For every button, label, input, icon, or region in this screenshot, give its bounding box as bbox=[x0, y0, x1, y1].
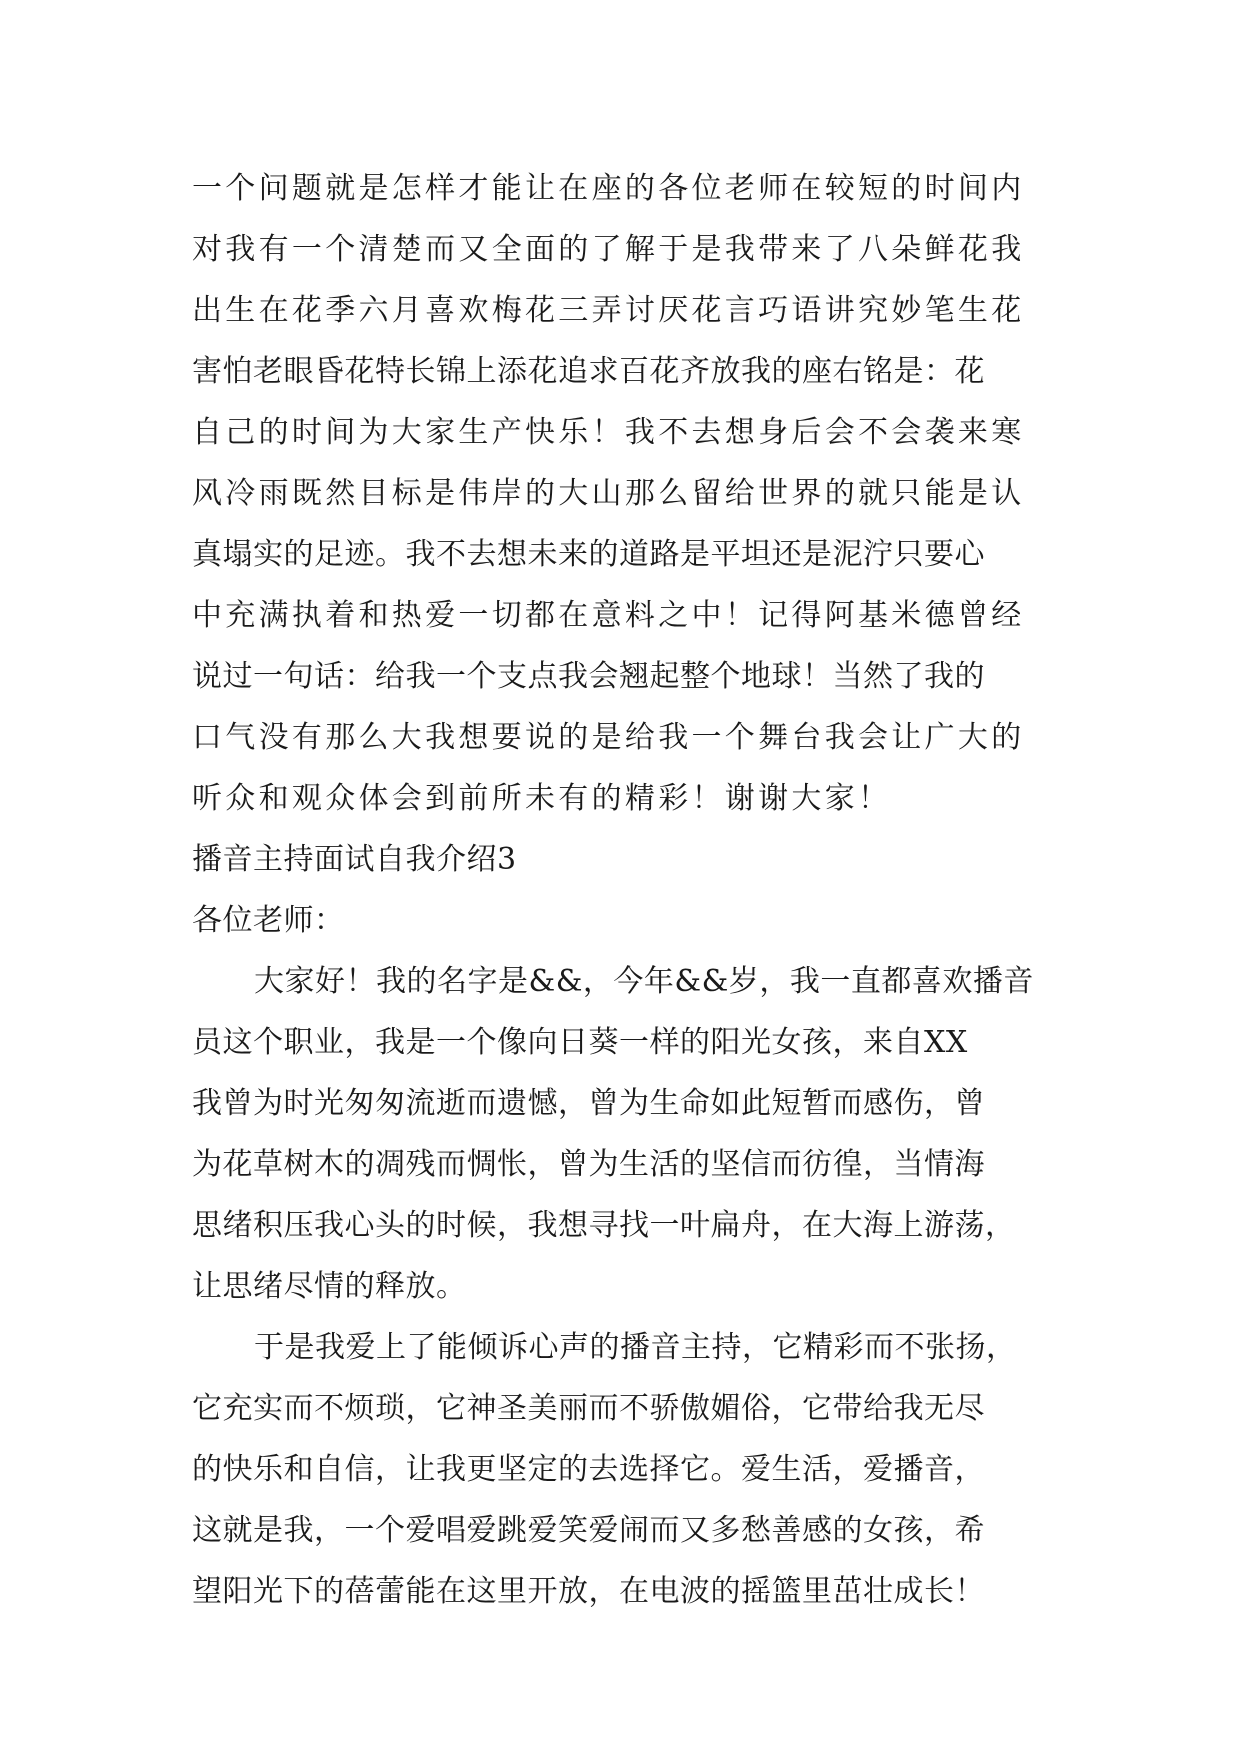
text-line: 中充满执着和热爱一切都在意料之中！记得阿基米德曾经 bbox=[192, 598, 1025, 633]
paragraph-line: 让思绪尽情的释放。 bbox=[192, 1269, 467, 1304]
text-line: 出生在花季六月喜欢梅花三弄讨厌花言巧语讲究妙笔生花 bbox=[192, 293, 1025, 328]
paragraph-line: 这就是我，一个爱唱爱跳爱笑爱闹而又多愁善感的女孩，希 bbox=[192, 1513, 985, 1548]
paragraph-line: 员这个职业，我是一个像向日葵一样的阳光女孩，来自XX bbox=[192, 1025, 968, 1060]
text-line: 说过一句话：给我一个支点我会翘起整个地球！当然了我的 bbox=[192, 659, 985, 694]
text-line: 口气没有那么大我想要说的是给我一个舞台我会让广大的 bbox=[192, 720, 1025, 755]
paragraph-line: 望阳光下的蓓蕾能在这里开放，在电波的摇篮里茁壮成长！ bbox=[192, 1574, 985, 1609]
paragraph-line: 为花草树木的凋残而惆怅，曾为生活的坚信而彷徨，当情海 bbox=[192, 1147, 985, 1182]
text-line: 对我有一个清楚而又全面的了解于是我带来了八朵鲜花我 bbox=[192, 232, 1025, 267]
document-body bbox=[192, 158, 1072, 1622]
text-line: 真塌实的足迹。我不去想未来的道路是平坦还是泥泞只要心 bbox=[192, 537, 985, 572]
paragraph-line: 我曾为时光匆匆流逝而遗憾，曾为生命如此短暂而感伤，曾 bbox=[192, 1086, 985, 1121]
paragraph-line: 思绪积压我心头的时候，我想寻找一叶扁舟，在大海上游荡， bbox=[192, 1208, 1016, 1243]
salutation: 各位老师： bbox=[192, 903, 345, 938]
paragraph-line: 的快乐和自信，让我更坚定的去选择它。爱生活，爱播音， bbox=[192, 1452, 985, 1487]
text-line: 自己的时间为大家生产快乐！我不去想身后会不会袭来寒 bbox=[192, 415, 1025, 450]
paragraph-line: 它充实而不烦琐，它神圣美丽而不骄傲媚俗，它带给我无尽 bbox=[192, 1391, 985, 1426]
paragraph-line: 大家好！我的名字是&&，今年&&岁，我一直都喜欢播音 bbox=[254, 964, 1034, 999]
section-heading: 播音主持面试自我介绍3 bbox=[192, 842, 517, 877]
text-line: 听众和观众体会到前所未有的精彩！谢谢大家！ bbox=[192, 781, 892, 816]
text-line: 害怕老眼昏花特长锦上添花追求百花齐放我的座右铭是：花 bbox=[192, 354, 985, 389]
paragraph-line: 于是我爱上了能倾诉心声的播音主持，它精彩而不张扬， bbox=[254, 1330, 1017, 1365]
text-line: 一个问题就是怎样才能让在座的各位老师在较短的时间内 bbox=[192, 171, 1025, 206]
text-line: 风冷雨既然目标是伟岸的大山那么留给世界的就只能是认 bbox=[192, 476, 1025, 511]
